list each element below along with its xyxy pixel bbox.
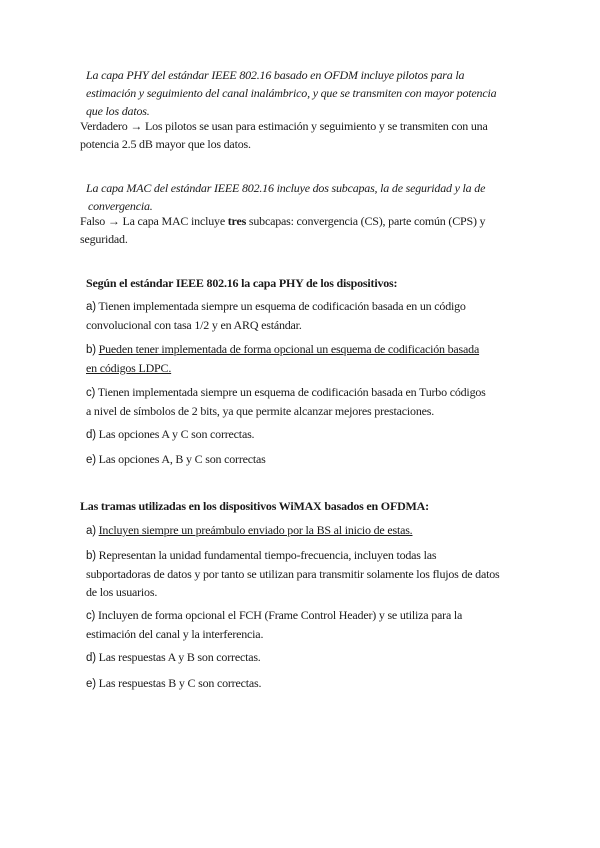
option-text: de los usuarios. xyxy=(86,585,158,599)
q3-option-e xyxy=(86,450,266,469)
q2-statement-line: La capa MAC del estándar IEEE 802.16 incluye dos subcapas, la de seguridad y la de xyxy=(86,181,486,195)
option-letter: b) xyxy=(86,550,96,562)
arrow-icon: → xyxy=(107,214,120,228)
q1-answer-line: potencia 2.5 dB mayor que los datos. xyxy=(80,137,251,151)
q1-answer-line: Los pilotos se usan para estimación y seguimiento y se transmiten con una xyxy=(144,119,488,133)
option-letter: a) xyxy=(86,525,96,537)
option-text: Las respuestas B y C son correctas. xyxy=(98,676,262,690)
q2-answer xyxy=(80,212,485,248)
q2-answer-bold: tres xyxy=(227,214,247,228)
option-letter: d) xyxy=(86,429,96,441)
q1-statement-line: estimación y seguimiento del canal inalámbrico, y que se transmiten con mayor potencia xyxy=(86,86,497,100)
option-text: a nivel de símbolos de 2 bits, ya que permite alcanzar mejores prestaciones. xyxy=(86,404,435,418)
q3-option-b xyxy=(86,340,479,377)
option-text: estimación del canal y la interferencia. xyxy=(86,627,264,641)
q4-option-d xyxy=(86,648,261,667)
option-text: Tienen implementada siempre un esquema de codificación basada en un código xyxy=(98,299,466,313)
option-text: Incluyen de forma opcional el FCH (Frame Control Header) y se utiliza para la xyxy=(98,608,463,622)
q2-answer-text: seguridad. xyxy=(80,232,128,246)
option-letter: b) xyxy=(86,344,96,356)
q3-heading: Según el estándar IEEE 802.16 la capa PHY de los dispositivos: xyxy=(86,276,398,290)
q2-statement-line: convergencia. xyxy=(88,199,153,213)
option-text: Las respuestas A y B son correctas. xyxy=(98,650,261,664)
q3-option-d xyxy=(86,425,254,444)
option-text: Las opciones A y C son correctas. xyxy=(98,427,255,441)
q3-option-a xyxy=(86,297,466,334)
q2-answer-text: subcapas: convergencia (CS), parte común (CPS) y xyxy=(248,214,486,228)
q3-option-c xyxy=(86,383,486,420)
q1-answer xyxy=(80,117,488,153)
arrow-icon: → xyxy=(130,119,143,133)
option-letter: a) xyxy=(86,301,96,313)
option-letter: d) xyxy=(86,652,96,664)
option-text: Pueden tener implementada de forma opcional un esquema de codificación basada xyxy=(98,342,480,356)
q2-answer-prefix: Falso xyxy=(80,214,106,228)
q2-answer-text: La capa MAC incluye xyxy=(122,214,225,228)
option-letter: c) xyxy=(86,610,96,622)
option-text: Representan la unidad fundamental tiempo-frecuencia, incluyen todas las xyxy=(98,548,437,562)
option-letter: e) xyxy=(86,678,96,690)
q4-option-e xyxy=(86,674,261,693)
q1-statement xyxy=(86,66,496,120)
q1-statement-line: que los datos. xyxy=(86,104,150,118)
q4-option-a xyxy=(86,521,413,540)
q4-option-c xyxy=(86,606,462,643)
q1-statement-line: La capa PHY del estándar IEEE 802.16 basado en OFDM incluye pilotos para la xyxy=(86,68,465,82)
option-text: Tienen implementada siempre un esquema de codificación basada en Turbo códigos xyxy=(97,385,486,399)
option-text: en códigos LDPC. xyxy=(86,361,172,375)
option-letter: c) xyxy=(86,387,96,399)
option-text: Incluyen siempre un preámbulo enviado por la BS al inicio de estas. xyxy=(98,523,413,537)
q4-heading: Las tramas utilizadas en los dispositivos WiMAX basados en OFDMA: xyxy=(80,499,429,513)
q1-answer-prefix: Verdadero xyxy=(80,119,128,133)
option-text: Las opciones A, B y C son correctas xyxy=(98,452,266,466)
option-text: subportadoras de datos y por tanto se utilizan para transmitir solamente los flujos de datos xyxy=(86,567,500,581)
option-letter: e) xyxy=(86,454,96,466)
q2-statement xyxy=(86,179,485,215)
option-text: convolucional con tasa 1/2 y en ARQ estándar. xyxy=(86,318,302,332)
q4-option-b xyxy=(86,546,500,601)
